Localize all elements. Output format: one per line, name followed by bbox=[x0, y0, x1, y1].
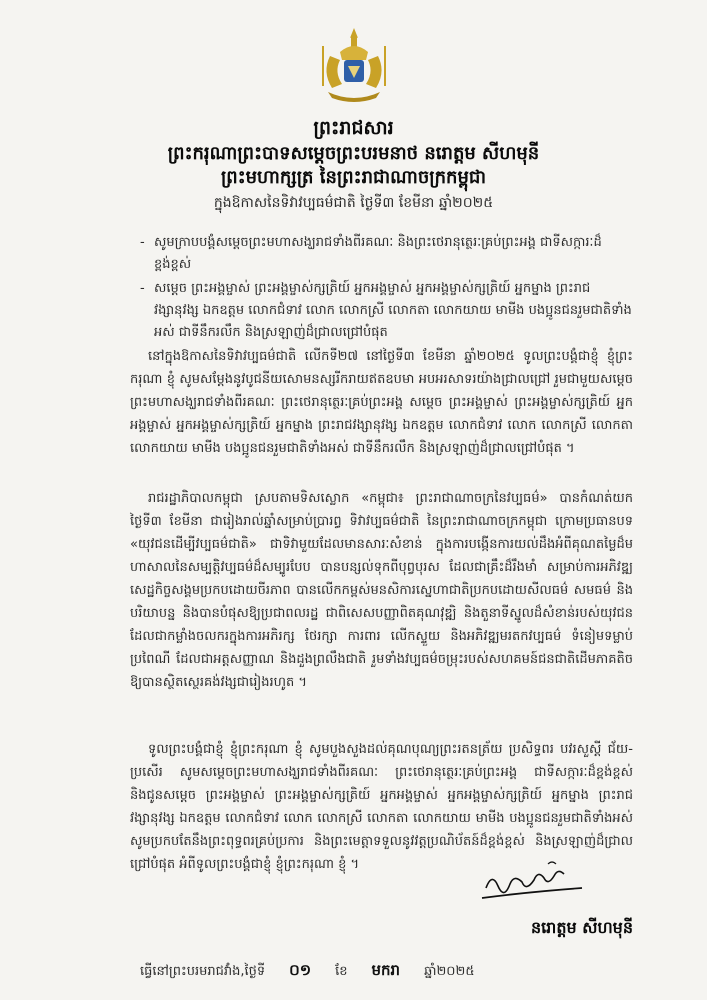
recipient-item: - សូមក្រាបបង្គំសម្តេចព្រះមហាសង្ឃរាជទាំងពីរគណៈ និងព្រះថេរានុត្ថេរៈគ្រប់ព្រះអង្គ ជាទីសក្ការៈដ៏ខ្ពង់ខ្ពស់ bbox=[140, 232, 633, 276]
paragraph-text: រាជរដ្ឋាភិបាលកម្ពុជា ស្របតាមទិសស្លោក «កម្ពុជា៖ ព្រះរាជាណាចក្រនៃវប្បធម៌» បានកំណត់យកថ្ងៃទី៣ ខែមីនា ជារៀងរាល់ឆ្នាំសម្រាប់ប្រារព្ធ ទិវាវប្បធម៌ជាតិ នៃព្រះរាជាណាចក្រកម្ពុជា ក្រោមប្រធានបទ «យុវជនដើម្បីវប្បធម៌ជាតិ» ជាទិវាមួយដែលមានសារៈសំខាន់ ក្នុងការបង្កើនការយល់ដឹងអំពីគុណតម្លៃដ៏មហាសាលនៃសម្បត្តិវប្បធម៌ដ៏សម្បូរបែប បានបន្សល់ទុកពីបុព្វបុរស ដែលជាគ្រឹះដ៏រឹងមាំ សម្រាប់ការអភិវឌ្ឍសេដ្ឋកិច្ចសង្គមប្រកបដោយចីរភាព បានលើកកម្ពស់មនសិការស្នេហាជាតិប្រកបដោយសីលធម៌ សមធម៌ និងបរិយាបន្ន និងបានបំផុសឱ្យប្រជាពលរដ្ឋ ជាពិសេសបញ្ញាពិតគុណវុឌ្ឍិ និងតួនាទីស្នូលដ៏សំខាន់របស់យុវជនដែលជាកម្លាំងចលករក្នុងការអភិរក្ស ថែរក្សា ការពារ លើកស្ទួយ និងអភិវឌ្ឍមរតកវប្បធម៌ ទំនៀមទម្លាប់ ប្រពៃណី ដែលជាអត្តសញ្ញាណ និងដួងព្រលឹងជាតិ រួមទាំងវប្បធម៌ចម្រុះរបស់សហគមន៍ជនជាតិដើមភាគតិច ឱ្យបានស្ថិតស្ថេរគង់វង្សជារៀងរហូត ។ bbox=[130, 491, 633, 690]
dateline-day: ០១ bbox=[289, 961, 312, 979]
paragraph-1 bbox=[130, 345, 633, 460]
recipient-text: សម្តេច ព្រះអង្គម្ចាស់ ព្រះអង្គម្ចាស់ក្សត្រិយ៍ អ្នកអង្គម្ចាស់ អ្នកអង្គម្ចាស់ក្សត្រិយ៍ អ្នកម្នាង ព្រះរាជវង្សានុវង្ស ឯកឧត្តម លោកជំទាវ លោក លោកស្រី លោកតា លោកយាយ មាមីង បងប្អូនជនរួមជាតិទាំងអស់ ជាទីនឹករលឹក និងស្រឡាញ់ដ៏ជ្រាលជ្រៅបំផុត bbox=[154, 281, 632, 340]
dateline-prefix: ធ្វើនៅព្រះបរមរាជវាំង,ថ្ងៃទី bbox=[140, 964, 266, 979]
title-block bbox=[0, 116, 707, 214]
paragraph-text: នៅក្នុងឱកាសនៃទិវាវប្បធម៌ជាតិ លើកទី២៧ នៅថ្ងៃទី៣ ខែមីនា ឆ្នាំ២០២៥ ទូលព្រះបង្គំជាខ្ញុំ ខ្ញុំព្រះករុណា ខ្ញុំ សូមសម្តែងនូវបូជនីយសោមនស្សរីករាយឥតឧបមា អបអរសាទរយ៉ាងជ្រាលជ្រៅ រួមជាមួយសម្តេចព្រះមហាសង្ឃរាជទាំងពីរគណៈ ព្រះថេរានុត្ថេរៈគ្រប់ព្រះអង្គ សម្តេច ព្រះអង្គម្ចាស់ ព្រះអង្គម្ចាស់ក្សត្រិយ៍ អ្នកអង្គម្ចាស់ អ្នកអង្គម្ចាស់ក្សត្រិយ៍ អ្នកម្នាង ព្រះរាជវង្សានុវង្ស ឯកឧត្តម លោកជំទាវ លោក លោកស្រី លោកតា លោកយាយ មាមីង បងប្អូនជនរួមជាតិទាំងអស់ ជាទីនឹករលឹក និងស្រឡាញ់ដ៏ជ្រាលជ្រៅបំផុត ។ bbox=[130, 349, 633, 456]
occasion-line: ក្នុងឱកាសនៃទិវាវប្បធម៌ជាតិ ថ្ងៃទី៣ ខែមីនា ឆ្នាំ២០២៥ bbox=[213, 195, 494, 211]
recipient-text: សូមក្រាបបង្គំសម្តេចព្រះមហាសង្ឃរាជទាំងពីរគណៈ និងព្រះថេរានុត្ថេរៈគ្រប់ព្រះអង្គ ជាទីសក្ការៈដ៏ខ្ពង់ខ្ពស់ bbox=[154, 235, 602, 272]
sender-subtitle: ព្រះមហាក្សត្រ នៃព្រះរាជាណាចក្រកម្ពុជា bbox=[220, 167, 487, 188]
recipients-list bbox=[140, 232, 633, 346]
royal-coat-of-arms-icon bbox=[318, 26, 390, 104]
paragraph-2 bbox=[130, 487, 633, 694]
paragraph-3 bbox=[130, 738, 633, 876]
document-title: ព្រះរាជសារ bbox=[313, 117, 394, 139]
dateline-year: ឆ្នាំ២០២៥ bbox=[424, 964, 475, 979]
dateline-month: មករា bbox=[371, 961, 401, 979]
sender-title: ព្រះករុណាព្រះបាទសម្តេចព្រះបរមនាថ នរោត្តម សីហមុនី bbox=[167, 143, 540, 164]
dateline-month-label: ខែ bbox=[335, 964, 348, 979]
recipient-item: - សម្តេច ព្រះអង្គម្ចាស់ ព្រះអង្គម្ចាស់ក្សត្រិយ៍ អ្នកអង្គម្ចាស់ អ្នកអង្គម្ចាស់ក្សត្រិយ៍ អ្នកម្នាង ព្រះរាជវង្សានុវង្ស ឯកឧត្តម លោកជំទាវ លោក លោកស្រី លោកតា លោកយាយ មាមីង បងប្អូនជនរួមជាតិទាំងអស់ ជាទីនឹករលឹក និងស្រឡាញ់ដ៏ជ្រាលជ្រៅបំផុត bbox=[140, 278, 633, 344]
signer-name: នរោត្តម សីហមុនី bbox=[530, 918, 633, 937]
dateline bbox=[140, 961, 475, 983]
handwritten-signature bbox=[478, 858, 588, 906]
paragraph-text: ទូលព្រះបង្គំជាខ្ញុំ ខ្ញុំព្រះករុណា ខ្ញុំ សូមបួងសួងដល់គុណបុណ្យព្រះរតនត្រ័យ ប្រសិទ្ធពរ បវរសួស្តី ជ័យ-ប្រសើរ សូមសម្តេចព្រះមហាសង្ឃរាជទាំងពីរគណៈ ព្រះថេរានុត្ថេរៈគ្រប់ព្រះអង្គ ជាទីសក្ការៈដ៏ខ្ពង់ខ្ពស់ និងជូនសម្តេច ព្រះអង្គម្ចាស់ ព្រះអង្គម្ចាស់ក្សត្រិយ៍ អ្នកអង្គម្ចាស់ អ្នកអង្គម្ចាស់ក្សត្រិយ៍ អ្នកម្នាង ព្រះរាជវង្សានុវង្ស ឯកឧត្តម លោកជំទាវ លោក លោកស្រី លោកតា លោកយាយ មាមីង បងប្អូនជនរួមជាតិទាំងអស់ សូមប្រកបតែនឹងព្រះពុទ្ធពរគ្រប់ប្រការ និងព្រះមេត្តាទទួលនូវវត្តប្រណិប័តន៍ដ៏ខ្ពង់ខ្ពស់ និងស្រឡាញ់ដ៏ជ្រាលជ្រៅបំផុត អំពីទូលព្រះបង្គំជាខ្ញុំ ខ្ញុំព្រះករុណា ខ្ញុំ ។ bbox=[130, 742, 633, 872]
